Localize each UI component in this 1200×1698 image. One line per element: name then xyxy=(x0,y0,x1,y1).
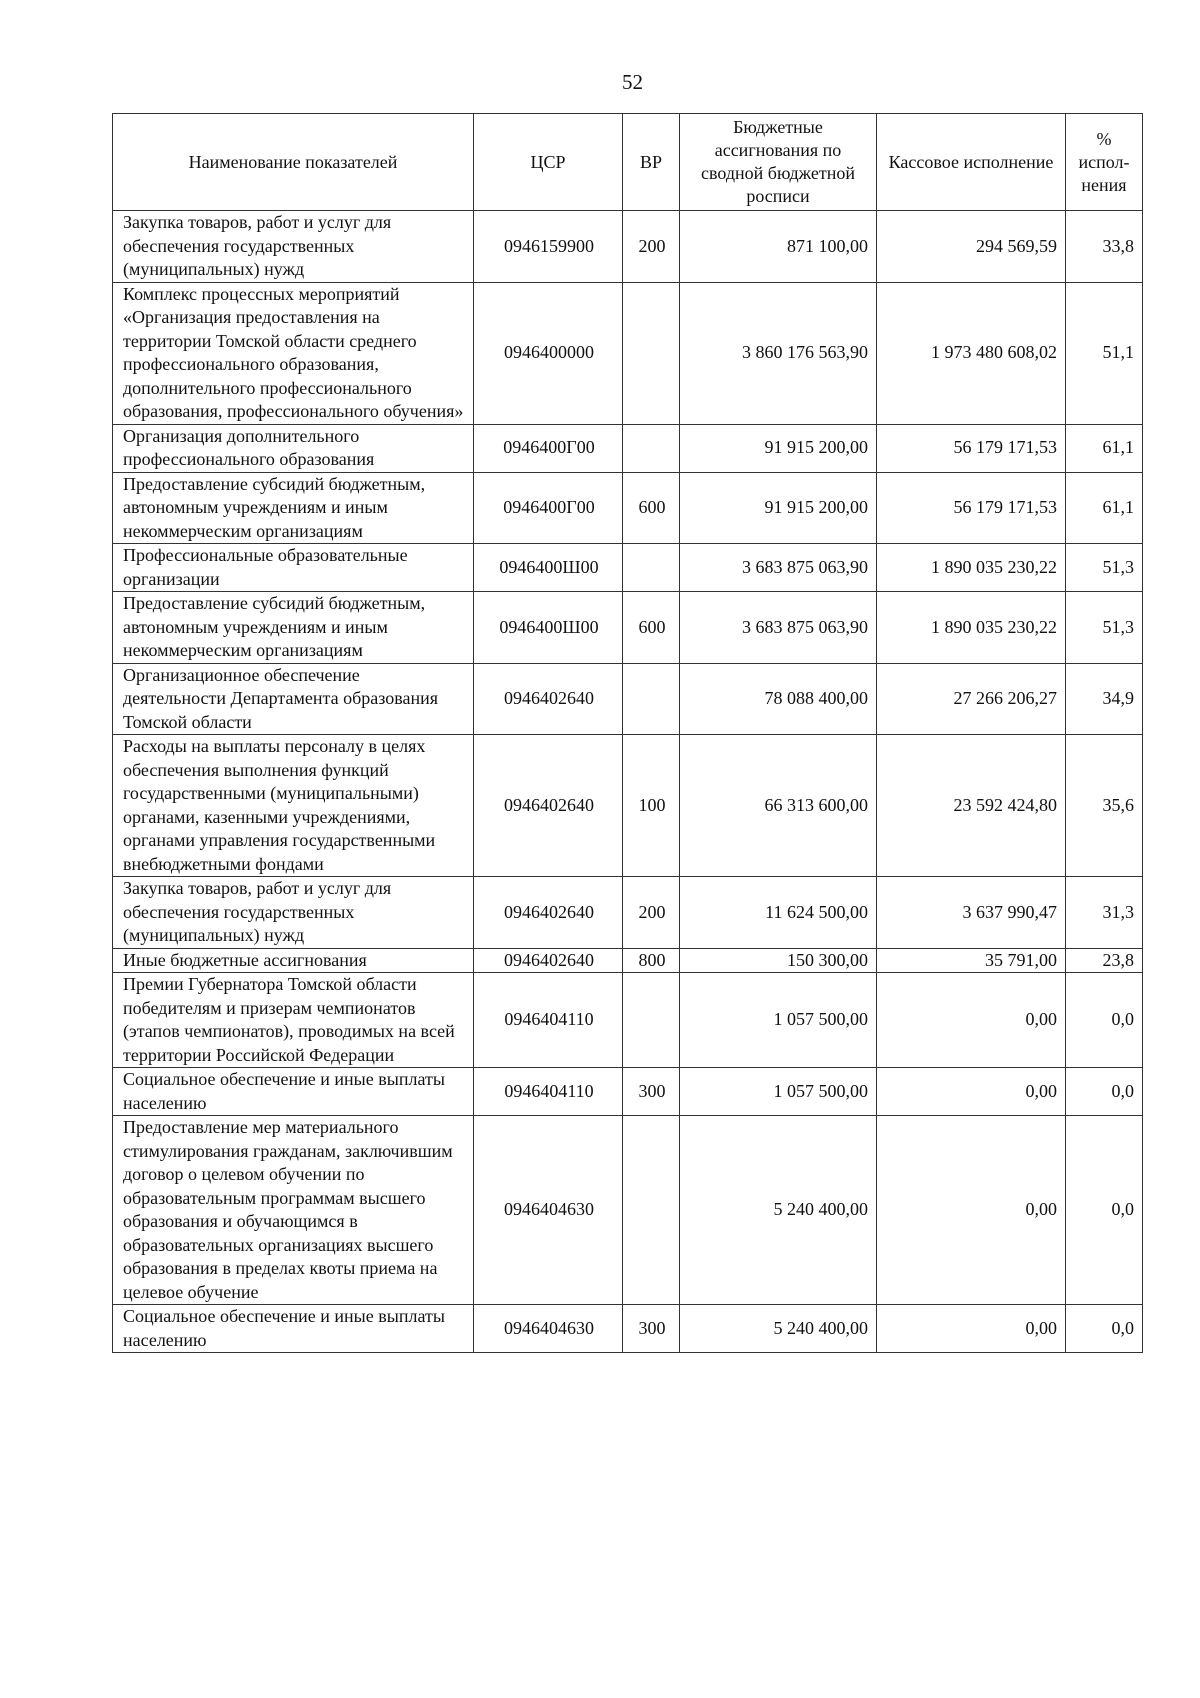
row-vr-cell: 600 xyxy=(623,592,680,664)
row-budget-cell: 150 300,00 xyxy=(680,948,877,973)
row-csr-cell: 0946402640 xyxy=(474,877,623,949)
row-pct-cell: 34,9 xyxy=(1066,663,1143,735)
row-csr-cell: 0946402640 xyxy=(474,948,623,973)
row-cash-cell: 0,00 xyxy=(877,1116,1066,1305)
table-row xyxy=(113,1068,1143,1116)
row-name-cell: Иные бюджетные ассигнования xyxy=(113,948,474,973)
row-name-cell: Профессиональные образовательные организации xyxy=(113,544,474,592)
row-pct-cell: 51,3 xyxy=(1066,592,1143,664)
row-name-cell: Предоставление субсидий бюджетным, автономным учреждениям и иным некоммерческим организациям xyxy=(113,472,474,544)
row-csr-cell: 0946402640 xyxy=(474,663,623,735)
row-vr-cell xyxy=(623,973,680,1068)
row-vr-cell xyxy=(623,663,680,735)
page-number: 52 xyxy=(622,70,643,94)
row-pct-cell: 0,0 xyxy=(1066,1116,1143,1305)
row-budget-cell: 91 915 200,00 xyxy=(680,472,877,544)
row-vr-cell: 100 xyxy=(623,735,680,877)
table-row xyxy=(113,663,1143,735)
row-pct-cell: 31,3 xyxy=(1066,877,1143,949)
row-vr-cell xyxy=(623,424,680,472)
row-pct-cell: 23,8 xyxy=(1066,948,1143,973)
row-pct-cell: 61,1 xyxy=(1066,472,1143,544)
row-budget-cell: 3 860 176 563,90 xyxy=(680,282,877,424)
row-csr-cell: 0946404110 xyxy=(474,973,623,1068)
row-cash-cell: 0,00 xyxy=(877,1068,1066,1116)
budget-execution-table xyxy=(112,113,1143,1353)
header-name: Наименование показателей xyxy=(113,114,474,211)
row-name-cell: Социальное обеспечение и иные выплаты населению xyxy=(113,1305,474,1353)
row-vr-cell xyxy=(623,544,680,592)
row-vr-cell: 200 xyxy=(623,211,680,283)
row-csr-cell: 0946404630 xyxy=(474,1305,623,1353)
row-name-cell: Предоставление субсидий бюджетным, автономным учреждениям и иным некоммерческим организациям xyxy=(113,592,474,664)
row-pct-cell: 51,3 xyxy=(1066,544,1143,592)
row-budget-cell: 5 240 400,00 xyxy=(680,1305,877,1353)
row-pct-cell: 33,8 xyxy=(1066,211,1143,283)
row-cash-cell: 294 569,59 xyxy=(877,211,1066,283)
row-vr-cell xyxy=(623,1116,680,1305)
table-row xyxy=(113,877,1143,949)
row-cash-cell: 56 179 171,53 xyxy=(877,472,1066,544)
row-csr-cell: 0946402640 xyxy=(474,735,623,877)
row-cash-cell: 27 266 206,27 xyxy=(877,663,1066,735)
table-row xyxy=(113,472,1143,544)
row-cash-cell: 23 592 424,80 xyxy=(877,735,1066,877)
header-vr: ВР xyxy=(623,114,680,211)
row-vr-cell: 200 xyxy=(623,877,680,949)
row-name-cell: Организационное обеспечение деятельности Департамента образования Томской области xyxy=(113,663,474,735)
row-pct-cell: 51,1 xyxy=(1066,282,1143,424)
row-name-cell: Предоставление мер материального стимулирования гражданам, заключившим договор о целевом обучении по образовательным программам высшего образования и обучающимся в образовательных организациях высшего образования в пределах квоты приема на целевое обучение xyxy=(113,1116,474,1305)
table-row xyxy=(113,948,1143,973)
row-cash-cell: 1 973 480 608,02 xyxy=(877,282,1066,424)
header-budget: Бюджетные ассигнования по сводной бюджетной росписи xyxy=(680,114,877,211)
row-budget-cell: 1 057 500,00 xyxy=(680,1068,877,1116)
row-budget-cell: 3 683 875 063,90 xyxy=(680,544,877,592)
row-vr-cell: 800 xyxy=(623,948,680,973)
row-pct-cell: 0,0 xyxy=(1066,1305,1143,1353)
row-vr-cell: 300 xyxy=(623,1305,680,1353)
header-cash: Кассовое исполнение xyxy=(877,114,1066,211)
row-cash-cell: 56 179 171,53 xyxy=(877,424,1066,472)
row-csr-cell: 0946400Ш00 xyxy=(474,592,623,664)
row-csr-cell: 0946400Г00 xyxy=(474,472,623,544)
row-budget-cell: 5 240 400,00 xyxy=(680,1116,877,1305)
table-row xyxy=(113,735,1143,877)
row-cash-cell: 3 637 990,47 xyxy=(877,877,1066,949)
row-csr-cell: 0946404110 xyxy=(474,1068,623,1116)
row-budget-cell: 11 624 500,00 xyxy=(680,877,877,949)
table-row xyxy=(113,544,1143,592)
table-row xyxy=(113,1305,1143,1353)
row-vr-cell: 600 xyxy=(623,472,680,544)
row-name-cell: Премии Губернатора Томской области победителям и призерам чемпионатов (этапов чемпионатов), проводимых на всей территории Российской Федерации xyxy=(113,973,474,1068)
row-cash-cell: 1 890 035 230,22 xyxy=(877,544,1066,592)
header-csr: ЦСР xyxy=(474,114,623,211)
table-header-row xyxy=(113,114,1143,211)
table-row xyxy=(113,211,1143,283)
row-csr-cell: 0946404630 xyxy=(474,1116,623,1305)
row-budget-cell: 78 088 400,00 xyxy=(680,663,877,735)
row-pct-cell: 0,0 xyxy=(1066,973,1143,1068)
row-name-cell: Расходы на выплаты персоналу в целях обеспечения выполнения функций государственными (муниципальными) органами, казенными учреждениями, органами управления государственными внебюджетными фондами xyxy=(113,735,474,877)
table-row xyxy=(113,424,1143,472)
row-name-cell: Социальное обеспечение и иные выплаты населению xyxy=(113,1068,474,1116)
header-pct: % испол-нения xyxy=(1066,114,1143,211)
row-budget-cell: 91 915 200,00 xyxy=(680,424,877,472)
row-budget-cell: 1 057 500,00 xyxy=(680,973,877,1068)
row-csr-cell: 0946400000 xyxy=(474,282,623,424)
row-name-cell: Комплекс процессных мероприятий «Организация предоставления на территории Томской области среднего профессионального образования, дополнительного профессионального образования, профессионального обучения» xyxy=(113,282,474,424)
row-cash-cell: 35 791,00 xyxy=(877,948,1066,973)
row-name-cell: Организация дополнительного профессионального образования xyxy=(113,424,474,472)
row-cash-cell: 0,00 xyxy=(877,1305,1066,1353)
row-pct-cell: 0,0 xyxy=(1066,1068,1143,1116)
row-vr-cell: 300 xyxy=(623,1068,680,1116)
row-vr-cell xyxy=(623,282,680,424)
table-row xyxy=(113,1116,1143,1305)
row-csr-cell: 0946400Г00 xyxy=(474,424,623,472)
row-budget-cell: 66 313 600,00 xyxy=(680,735,877,877)
row-cash-cell: 1 890 035 230,22 xyxy=(877,592,1066,664)
row-budget-cell: 3 683 875 063,90 xyxy=(680,592,877,664)
row-name-cell: Закупка товаров, работ и услуг для обеспечения государственных (муниципальных) нужд xyxy=(113,877,474,949)
row-name-cell: Закупка товаров, работ и услуг для обеспечения государственных (муниципальных) нужд xyxy=(113,211,474,283)
table-row xyxy=(113,973,1143,1068)
row-cash-cell: 0,00 xyxy=(877,973,1066,1068)
row-csr-cell: 0946159900 xyxy=(474,211,623,283)
row-budget-cell: 871 100,00 xyxy=(680,211,877,283)
row-pct-cell: 35,6 xyxy=(1066,735,1143,877)
table-row xyxy=(113,592,1143,664)
row-pct-cell: 61,1 xyxy=(1066,424,1143,472)
table-row xyxy=(113,282,1143,424)
row-csr-cell: 0946400Ш00 xyxy=(474,544,623,592)
